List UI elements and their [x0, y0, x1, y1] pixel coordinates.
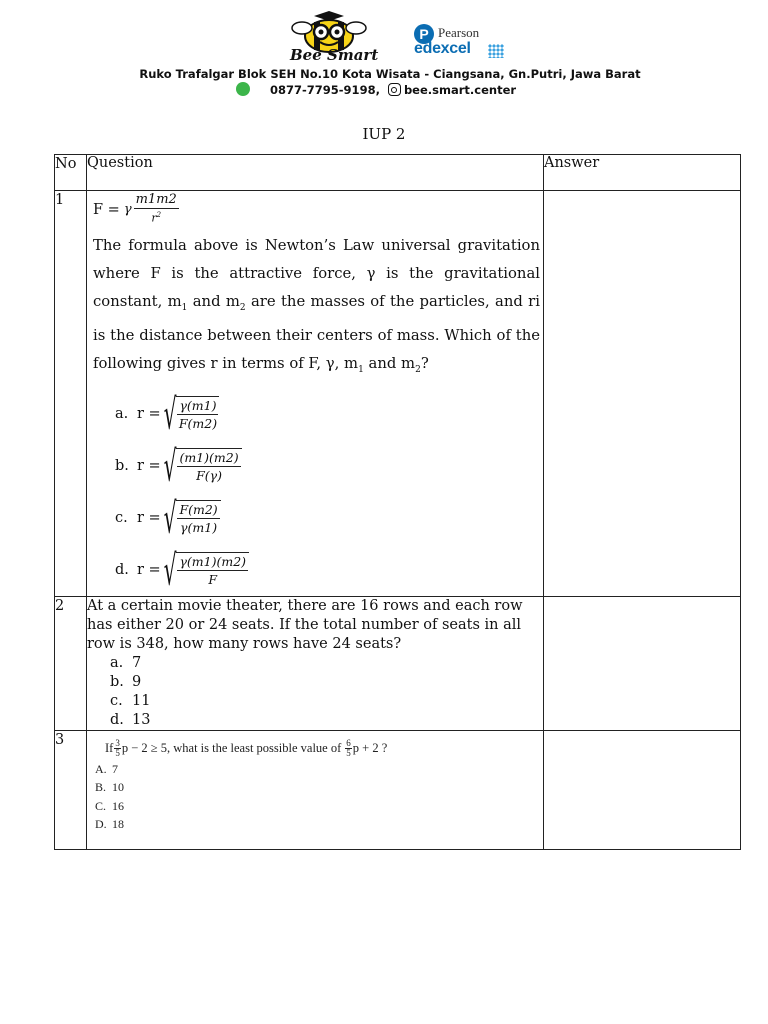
sqrt-icon: √: [163, 440, 177, 492]
option-numerator: (m1)(m2): [179, 449, 239, 465]
answer-cell[interactable]: [544, 191, 741, 597]
option-eq: r =: [137, 509, 161, 526]
option-c: [95, 797, 387, 816]
instagram-icon: [388, 83, 401, 96]
text-part: ?: [420, 354, 429, 372]
whatsapp-icon: [236, 82, 250, 96]
option-letter: d.: [115, 561, 129, 578]
option-eq: r =: [137, 405, 161, 422]
option-value: 9: [132, 673, 142, 690]
option-letter: C.: [95, 798, 107, 813]
option-b: [87, 673, 543, 692]
option-denominator: γ(m1): [180, 519, 218, 535]
square-root: [163, 492, 221, 544]
square-root: [163, 544, 249, 596]
option-letter: c.: [110, 692, 123, 709]
frac-den: 5: [115, 747, 120, 758]
option-letter: c.: [115, 509, 128, 526]
formula-lead: F =: [93, 202, 120, 218]
option-value: 16: [112, 798, 124, 813]
frac-num: 6: [346, 737, 351, 748]
option-a: [95, 760, 387, 779]
question-cell: [87, 730, 544, 849]
fraction-6-5: [345, 739, 352, 758]
subscript: 2: [415, 364, 421, 375]
option-a: [87, 654, 543, 673]
option-denominator: F(m2): [178, 415, 218, 431]
option-letter: b.: [115, 457, 129, 474]
text-part: and m: [363, 354, 416, 372]
option-numerator: γ(m1): [179, 397, 217, 413]
answer-cell[interactable]: [544, 730, 741, 849]
question-text: [87, 232, 543, 384]
partner-name: Pearson: [438, 25, 480, 40]
question-number: 3: [55, 730, 87, 849]
edexcel-grid-icon: [488, 44, 504, 58]
sqrt-icon: √: [163, 492, 177, 544]
brand-name: Bee Smart: [290, 46, 379, 64]
stem-end: p + 2 ?: [352, 740, 388, 755]
option-a: [115, 388, 543, 440]
stem-if: If: [105, 740, 114, 755]
question-text: [95, 739, 387, 758]
option-letter: a.: [115, 405, 129, 422]
frac-den: 5: [346, 747, 351, 758]
option-value: 11: [132, 692, 151, 709]
question-cell: [87, 596, 544, 730]
address: Ruko Trafalgar Blok SEH No.10 Kota Wisata - Ciangsana, Gn.Putri, Jawa Barat: [139, 67, 641, 81]
option-letter: A.: [95, 761, 107, 776]
subscript: 2: [239, 302, 246, 313]
stem-mid: p − 2 ≥ 5, what is the least possible value of: [121, 740, 342, 755]
question-text: At a certain movie theater, there are 16 rows and each row has either 20 or 24 seats. If the total number of seats in all row is 348, how many rows have 24 seats?: [87, 597, 523, 652]
contact-line: [236, 82, 516, 97]
square-root: [163, 388, 220, 440]
option-numerator: γ(m1)(m2): [179, 553, 247, 569]
option-letter: d.: [110, 711, 124, 728]
option-b: [115, 440, 543, 492]
sqrt-icon: √: [163, 388, 177, 440]
formula-den-exp: 2: [156, 211, 162, 219]
question-image-snippet: [95, 739, 387, 834]
square-root: [163, 440, 242, 492]
question-cell: [87, 191, 544, 597]
text-part: are the masses of the particles, and ri is the distance between their centers of mass. Which of the following gives r in terms of F, γ, m: [93, 293, 540, 372]
option-letter: B.: [95, 780, 107, 795]
instagram-handle: bee.smart.center: [403, 83, 517, 97]
option-denominator: F: [208, 571, 218, 587]
option-letter: D.: [95, 817, 107, 832]
option-letter: b.: [110, 673, 124, 690]
header-question: Question: [87, 155, 544, 191]
question-number: 2: [55, 596, 87, 730]
option-value: 7: [132, 654, 142, 671]
sqrt-icon: √: [163, 544, 177, 596]
option-d: [115, 544, 543, 596]
table-row: [55, 596, 741, 730]
document-title: IUP 2: [362, 125, 406, 143]
option-value: 18: [112, 817, 124, 832]
option-letter: a.: [110, 654, 124, 671]
phone-number: 0877-7795-9198,: [270, 83, 380, 97]
option-value: 7: [112, 761, 118, 776]
option-numerator: F(m2): [179, 501, 218, 517]
option-c: [87, 692, 543, 711]
answer-cell[interactable]: [544, 596, 741, 730]
table-header-row: [55, 155, 741, 191]
text-part: The formula above is Newton’s Law universal gravitation where F is the attractive force, γ is the gravitational constant, m: [93, 237, 540, 310]
formula-den-base: r: [151, 211, 157, 225]
option-c: [115, 492, 543, 544]
option-eq: r =: [137, 561, 161, 578]
pearson-p-icon: P: [414, 24, 434, 44]
answer-options: [87, 388, 543, 596]
formula-denominator: [151, 209, 161, 225]
frac-num: 3: [115, 737, 120, 748]
fraction-3-5: [114, 739, 121, 758]
option-denominator: F(γ): [196, 467, 222, 483]
option-d: [95, 815, 387, 834]
option-d: [87, 711, 543, 730]
subscript: 1: [358, 364, 364, 375]
header-no: No: [55, 155, 87, 191]
question-table: [54, 154, 741, 850]
table-row: [55, 730, 741, 849]
option-value: 10: [112, 780, 124, 795]
question-number: 1: [55, 191, 87, 597]
text-part: and m: [187, 293, 240, 310]
formula-gamma: γ: [123, 202, 132, 217]
letterhead: [0, 0, 768, 110]
formula-fraction: [134, 192, 179, 225]
header-answer: Answer: [544, 155, 741, 191]
formula-numerator: m1m2: [135, 192, 177, 207]
table-row: [55, 191, 741, 597]
option-b: [95, 778, 387, 797]
gravitation-formula: [87, 191, 543, 232]
partner-sub: edexcel: [414, 40, 471, 57]
option-value: 13: [132, 711, 151, 728]
subscript: 1: [181, 302, 188, 313]
option-eq: r =: [137, 457, 161, 474]
